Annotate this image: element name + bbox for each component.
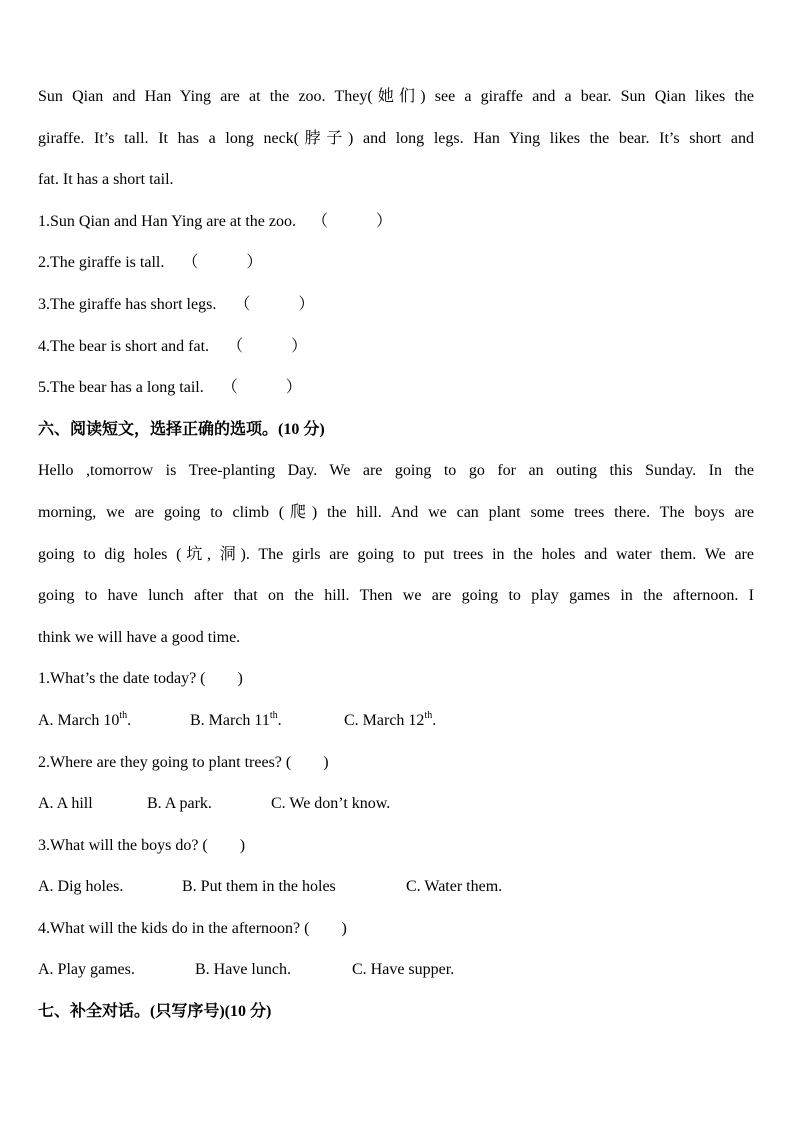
option-punct: . <box>277 711 282 729</box>
answer-blank[interactable]: （ ） <box>312 212 393 230</box>
mc-question-1: 1.What’s the date today? ( ) <box>38 670 243 688</box>
superscript: th <box>424 709 433 721</box>
passage1-line-2: giraffe. It’s tall. It has a long neck(脖子) and long legs. Han Ying likes the bear. It’s short and <box>38 129 754 147</box>
tf-question-4 <box>38 326 754 368</box>
superscript: th <box>269 709 278 721</box>
answer-blank[interactable]: （ ） <box>182 254 263 272</box>
option-b[interactable]: B. A park. <box>147 795 212 813</box>
option-a[interactable]: A. Dig holes. <box>38 878 124 896</box>
superscript: th <box>119 709 128 721</box>
tf-question-text: 2.The giraffe is tall. <box>38 254 165 272</box>
section-6-heading: 六、阅读短文，选择正确的选项。(10 分) <box>38 420 325 438</box>
option-text: C. March 12 <box>344 711 425 729</box>
option-a[interactable] <box>38 700 190 742</box>
tf-question-1 <box>38 201 754 243</box>
option-text: A. March 10 <box>38 711 120 729</box>
mc-question-4: 4.What will the kids do in the afternoon? ( ) <box>38 919 347 937</box>
option-b[interactable]: B. Have lunch. <box>195 961 291 979</box>
passage2-line-3: going to dig holes (坑, 洞). The girls are going to put trees in the holes and water them. We are <box>38 545 754 563</box>
tf-question-text: 5.The bear has a long tail. <box>38 379 204 397</box>
passage2-line-1: Hello ,tomorrow is Tree-planting Day. We are going to go for an outing this Sunday. In the <box>38 462 754 480</box>
passage2-line-2: morning, we are going to climb (爬) the hill. And we can plant some trees there. The boys are <box>38 503 754 521</box>
mc-options-3 <box>38 866 754 908</box>
tf-question-text: 3.The giraffe has short legs. <box>38 295 217 313</box>
mc-options-2 <box>38 783 754 825</box>
mc-options-4 <box>38 949 754 991</box>
option-b[interactable]: B. Put them in the holes <box>182 878 336 896</box>
option-c[interactable]: C. Water them. <box>406 878 503 896</box>
answer-blank[interactable]: （ ） <box>221 379 302 397</box>
option-c[interactable]: C. We don’t know. <box>271 795 391 813</box>
tf-question-5 <box>38 367 754 409</box>
option-punct: . <box>432 711 437 729</box>
section-7-heading: 七、补全对话。(只写序号)(10 分) <box>38 1003 272 1021</box>
option-punct: . <box>127 711 132 729</box>
answer-blank[interactable]: （ ） <box>227 337 308 355</box>
passage1-line-1: Sun Qian and Han Ying are at the zoo. They(她们) see a giraffe and a bear. Sun Qian likes the <box>38 88 754 105</box>
mc-options-1 <box>38 700 754 742</box>
mc-question-2: 2.Where are they going to plant trees? ( ) <box>38 753 329 771</box>
mc-question-3: 3.What will the boys do? ( ) <box>38 836 246 854</box>
tf-question-2 <box>38 242 754 284</box>
option-a[interactable]: A. Play games. <box>38 961 135 979</box>
answer-blank[interactable]: （ ） <box>234 295 315 313</box>
option-text: B. March 11 <box>190 711 270 729</box>
option-b[interactable] <box>190 700 344 742</box>
option-a[interactable]: A. A hill <box>38 795 93 813</box>
passage2-line-5: think we will have a good time. <box>38 628 241 646</box>
option-c[interactable]: C. Have supper. <box>352 961 455 979</box>
worksheet-page <box>38 76 754 1033</box>
tf-question-3 <box>38 284 754 326</box>
passage1-line-3: fat. It has a short tail. <box>38 171 174 189</box>
tf-question-text: 1.Sun Qian and Han Ying are at the zoo. <box>38 212 297 230</box>
passage2-line-4: going to have lunch after that on the hill. Then we are going to play games in the afternoon. I <box>38 587 754 605</box>
option-c[interactable] <box>344 700 436 742</box>
tf-question-text: 4.The bear is short and fat. <box>38 337 210 355</box>
